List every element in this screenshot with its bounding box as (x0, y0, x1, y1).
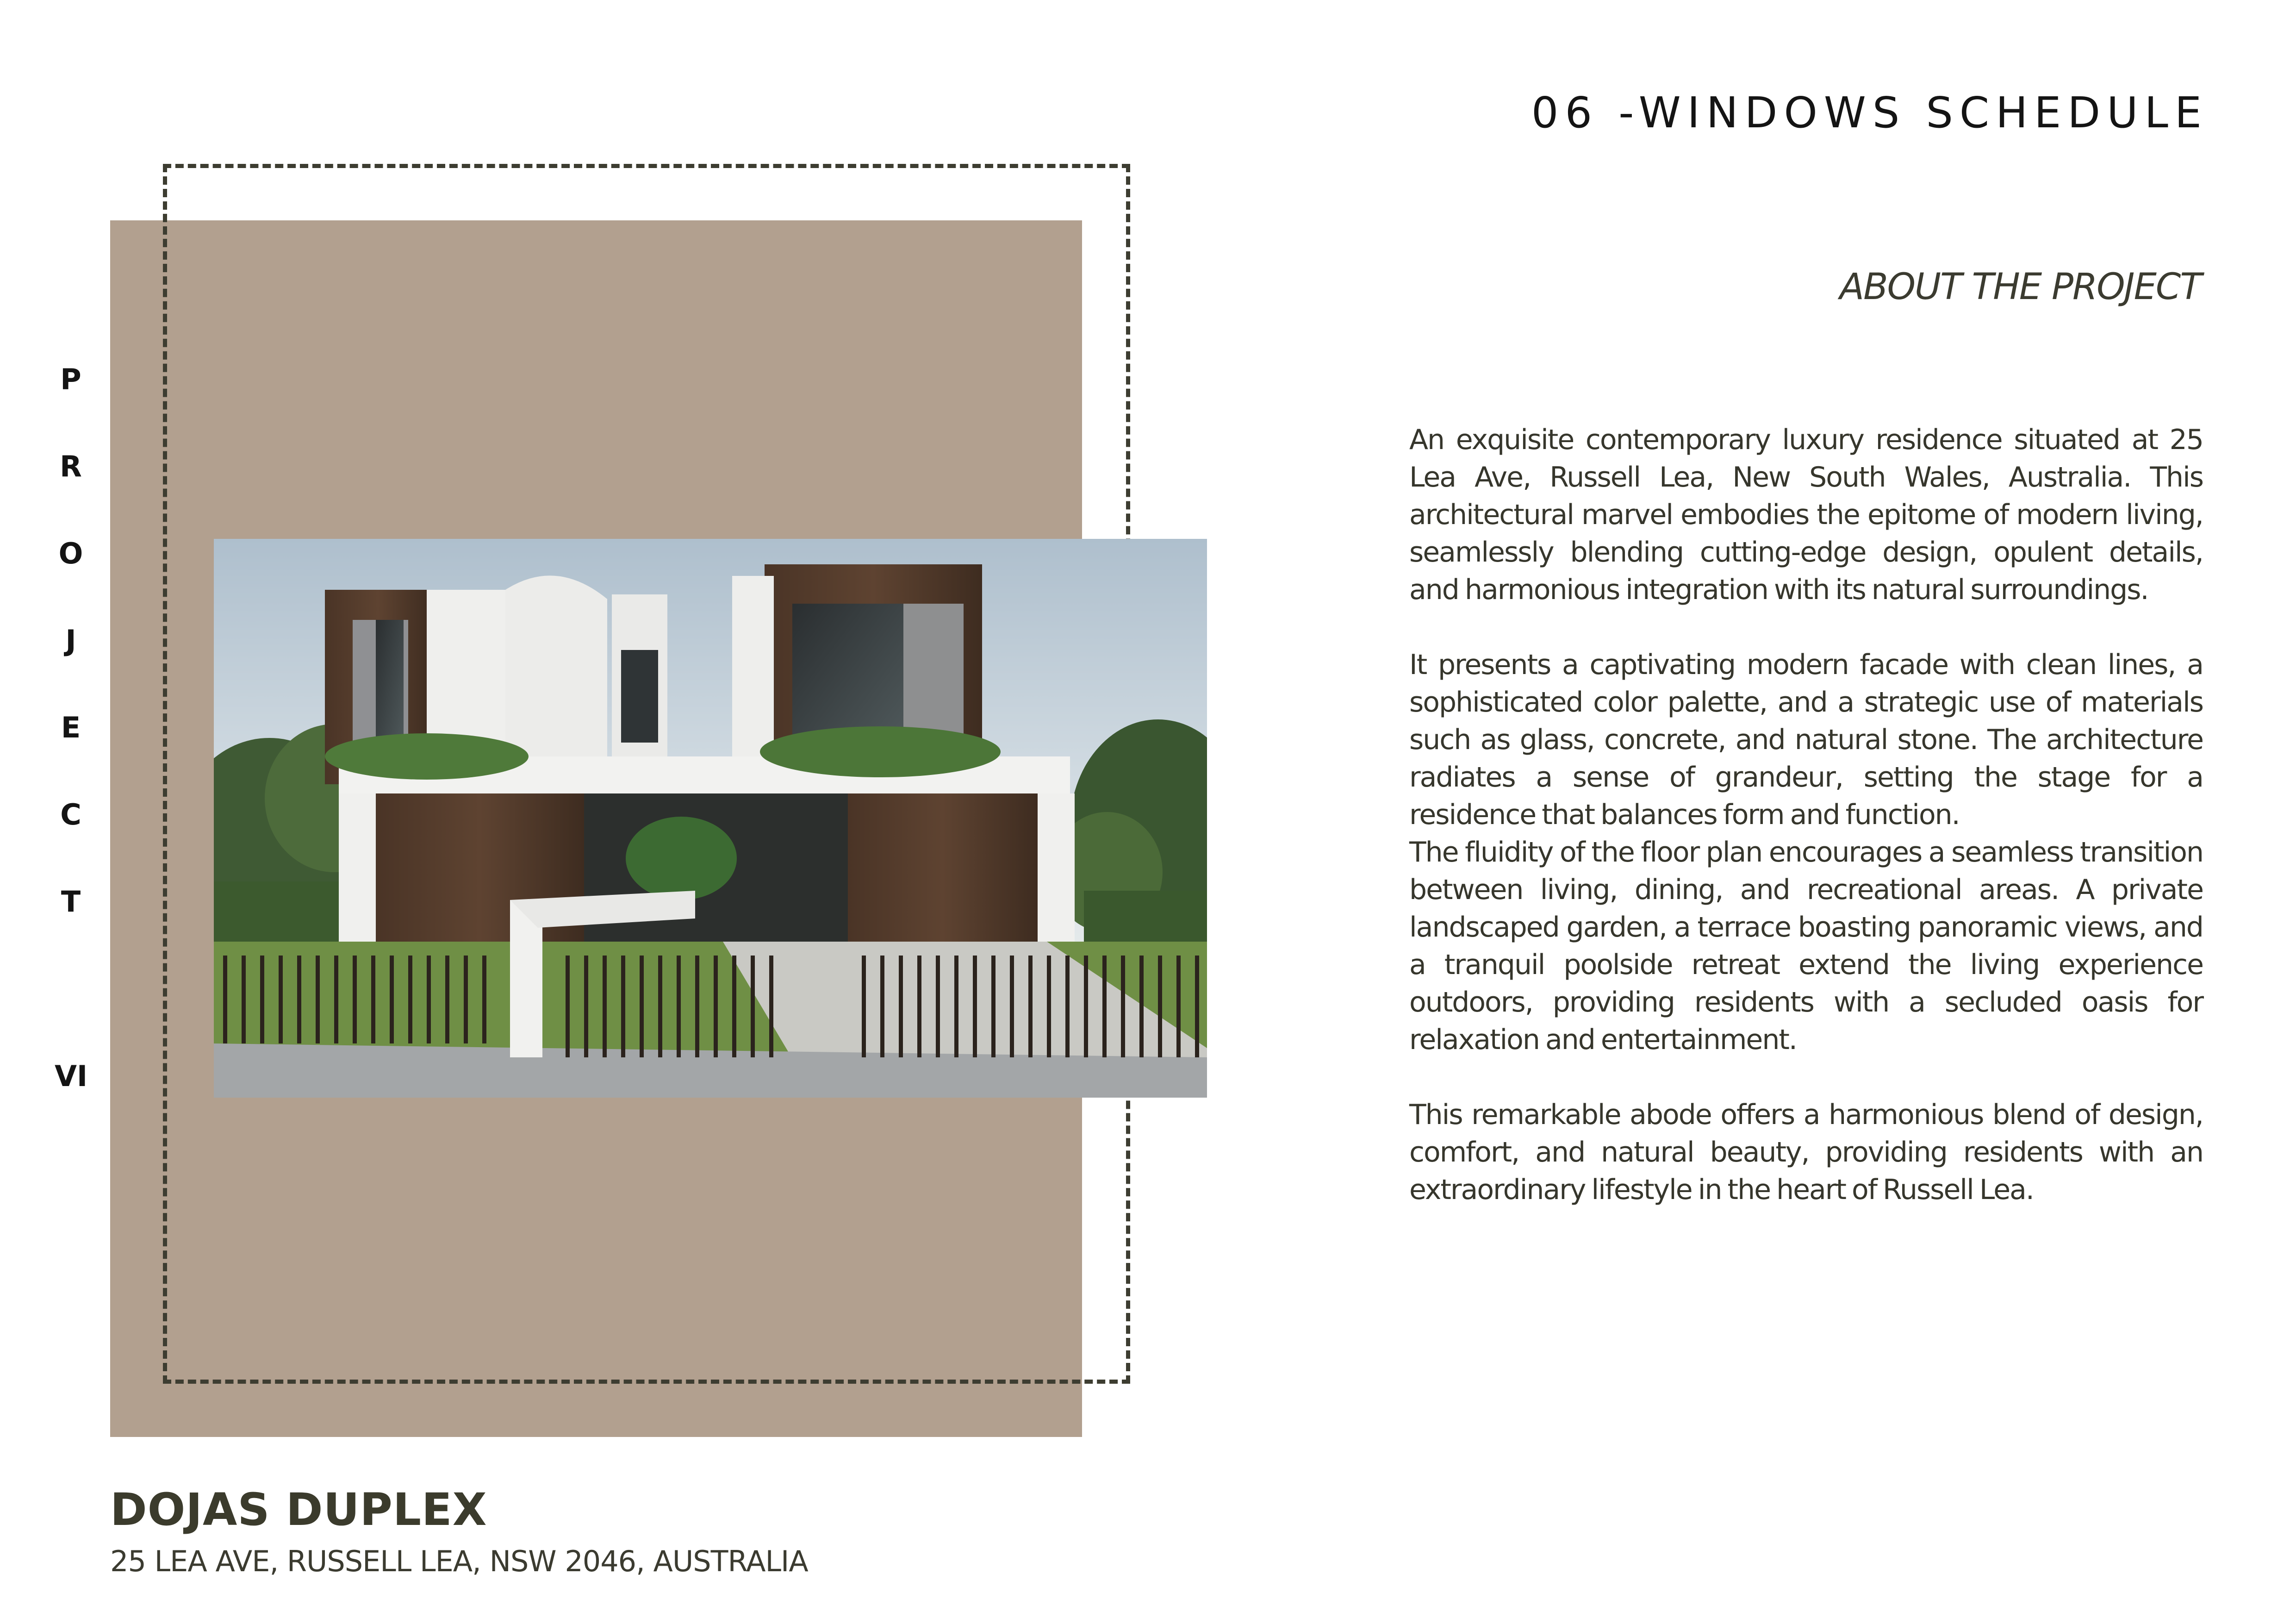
about-paragraph: The fluidity of the floor plan encourages a seamless transition between living, dining, and recreational areas. A private landscaped garden, a terrace boasting panoramic views, and a tranquil poolside retreat extend the living experience outdoors, providing residents with a secluded oasis for relaxation and entertainment. (1409, 836, 2203, 1056)
project-address: 25 LEA AVE, RUSSELL LEA, NSW 2046, AUSTRALIA (110, 1544, 808, 1578)
vertical-project-number: VI (55, 1059, 88, 1093)
vertical-letter: C (60, 798, 81, 831)
vertical-letter: E (61, 711, 81, 744)
about-paragraph: It presents a captivating modern facade with clean lines, a sophisticated color palette, and a strategic use of materials such as glass, concrete, and natural stone. The architecture radiates a sense of grandeur, setting the stage for a residence that balances form and function. (1409, 649, 2203, 831)
section-heading: ABOUT THE PROJECT (1839, 266, 2201, 308)
page-title: 06 -WINDOWS SCHEDULE (1531, 88, 2208, 137)
vertical-letter: T (61, 885, 81, 918)
about-project-text (1409, 421, 2203, 1209)
vertical-letter: R (60, 450, 82, 483)
about-paragraph: This remarkable abode offers a harmonious blend of design, comfort, and natural beauty, providing residents with an extraordinary lifestyle in the heart of Russell Lea. (1409, 1099, 2203, 1206)
project-rendering-image (214, 539, 1207, 1098)
about-paragraph: An exquisite contemporary luxury residence situated at 25 Lea Ave, Russell Lea, New South Wales, Australia. This architectural marvel embodies the epitome of modern living, seamlessly blending cutting-edge design, opulent details, and harmonious integration with its natural surroundings. (1409, 424, 2203, 606)
vertical-letter: P (60, 362, 81, 396)
vertical-letter: O (58, 537, 83, 570)
vertical-letter: J (65, 624, 76, 657)
project-name: DOJAS DUPLEX (110, 1484, 487, 1536)
